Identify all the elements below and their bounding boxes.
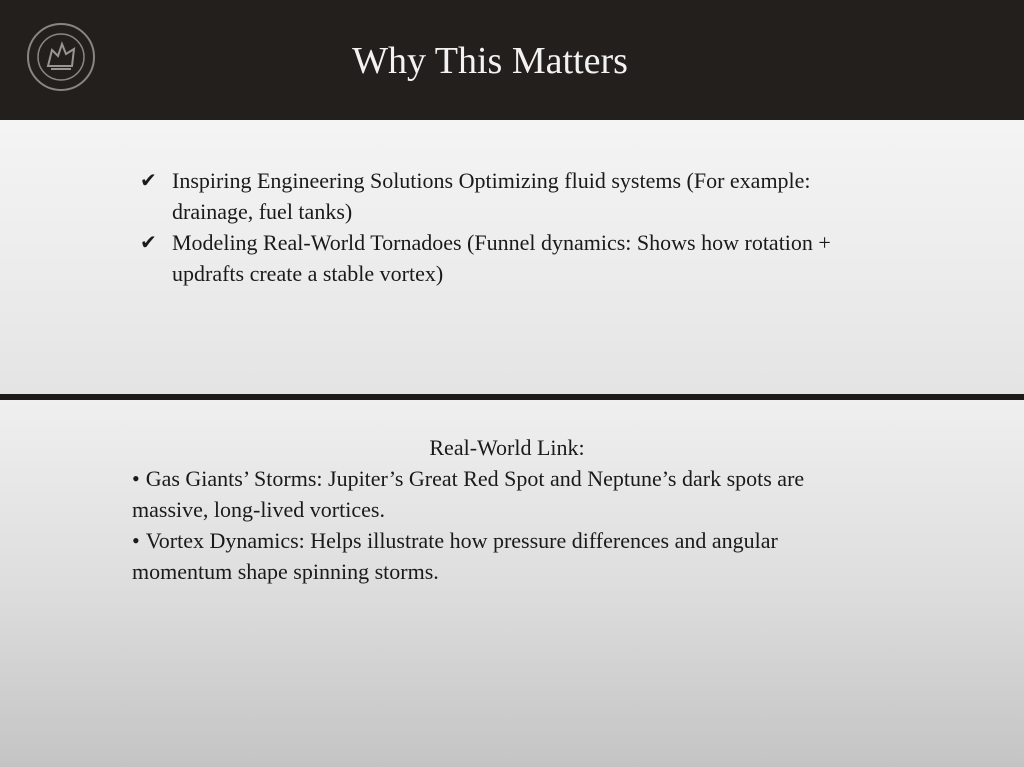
list-item-text: Gas Giants’ Storms: Jupiter’s Great Red Spot and Neptune’s dark spots are massive, long-lived vortices. — [132, 466, 805, 522]
list-item-text: Modeling Real-World Tornadoes (Funnel dynamics: Shows how rotation + updrafts create a stable vortex) — [172, 230, 831, 286]
bullet-point: • — [132, 528, 140, 553]
list-item-text: Vortex Dynamics: Helps illustrate how pressure differences and angular momentum shape spinning storms. — [132, 528, 778, 584]
list-item — [132, 463, 832, 525]
checkmark-icon: ✔ — [140, 168, 157, 192]
real-world-link-heading: Real-World Link: — [429, 435, 585, 460]
bullet-point: • — [132, 466, 140, 491]
slide-title: Why This Matters — [352, 40, 628, 82]
real-world-link-block — [132, 432, 832, 587]
list-item-text: Inspiring Engineering Solutions Optimizing fluid systems (For example: drainage, fuel tanks) — [172, 168, 811, 224]
list-item — [140, 165, 860, 227]
list-item — [140, 227, 860, 289]
slide-header — [0, 0, 1024, 120]
benefits-checklist — [140, 165, 860, 289]
checkmark-icon: ✔ — [140, 230, 157, 254]
list-item — [132, 525, 832, 587]
